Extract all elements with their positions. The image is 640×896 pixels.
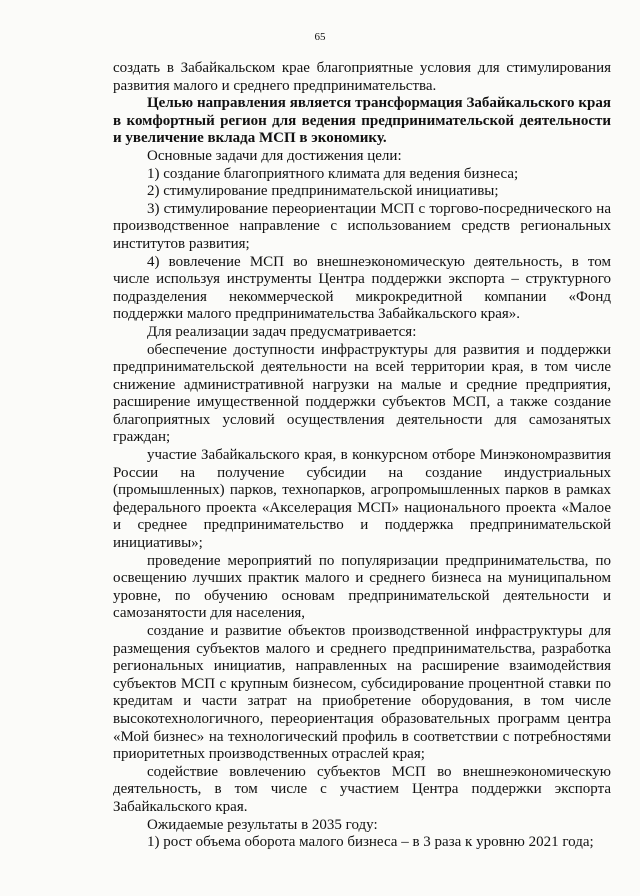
paragraph: создание и развитие объектов производственной инфраструктуры для размещения субъектов малого и среднего предпринимательства, разработка региональных инициатив, направленных на расширение взаимодействия субъектов МСП с крупным бизнесом, субсидирование процентной ставки по кредитам и части затрат на приобретение оборудования, в том числе высокотехнологичного, переориентация образовательных программ центра «Мой бизнес» на технологический профиль в соответствии с потребностями приоритетных производственных отраслей края; [113, 623, 611, 763]
paragraph: 3) стимулирование переориентации МСП с торгово-посреднического на производственное направление с использованием средств региональных институтов развития; [113, 200, 611, 252]
paragraph: Ожидаемые результаты в 2035 году: [147, 816, 378, 833]
paragraph: Для реализации задач предусматривается: [147, 323, 417, 340]
page-number: 65 [314, 31, 326, 43]
paragraph: обеспечение доступности инфраструктуры для развития и поддержки предпринимательской деятельности на всей территории края, в том числе снижение административной нагрузки на малые и средние предприятия, расширение имущественной поддержки субъектов МСП, а также создание благоприятных условий осуществления деятельности для самозанятых граждан; [113, 341, 611, 446]
paragraph: 1) создание благоприятного климата для ведения бизнеса; [147, 165, 519, 182]
paragraph: 2) стимулирование предпринимательской инициативы; [147, 183, 499, 200]
paragraph: Основные задачи для достижения цели: [147, 147, 402, 164]
paragraph: 4) вовлечение МСП во внешнеэкономическую деятельность, в том числе используя инструменты Центра поддержки экспорта – структурного подразделения некоммерческой микрокредитной компании «Фонд поддержки малого предпринимательства Забайкальского края». [113, 253, 611, 323]
paragraph: создать в Забайкальском крае благоприятные условия для стимулирования развития малого и среднего предпринимательства. [113, 60, 611, 94]
paragraph: участие Забайкальского края, в конкурсном отборе Минэкономразвития России на получение субсидии на создание индустриальных (промышленных) парков, технопарков, агропромышленных парков в рамках федерального проекта «Акселерация МСП» национального проекта «Малое и среднее предпринимательство и поддержка предпринимательской инициативы»; [113, 447, 611, 552]
paragraph: 1) рост объема оборота малого бизнеса – в 3 раза к уровню 2021 года; [147, 834, 594, 851]
paragraph: содействие вовлечению субъектов МСП во внешнеэкономическую деятельность, в том числе с участием Центра поддержки экспорта Забайкальского края. [113, 763, 611, 815]
paragraph: проведение мероприятий по популяризации предпринимательства, по освещению лучших практик малого и среднего бизнеса на муниципальном уровне, по обучению основам предпринимательской деятельности и самозанятости для населения, [113, 552, 611, 622]
paragraph: Целью направления является трансформация Забайкальского края в комфортный регион для ведения предпринимательской деятельности и увеличение вклада МСП в экономику. [113, 95, 611, 147]
document-body [113, 60, 611, 852]
